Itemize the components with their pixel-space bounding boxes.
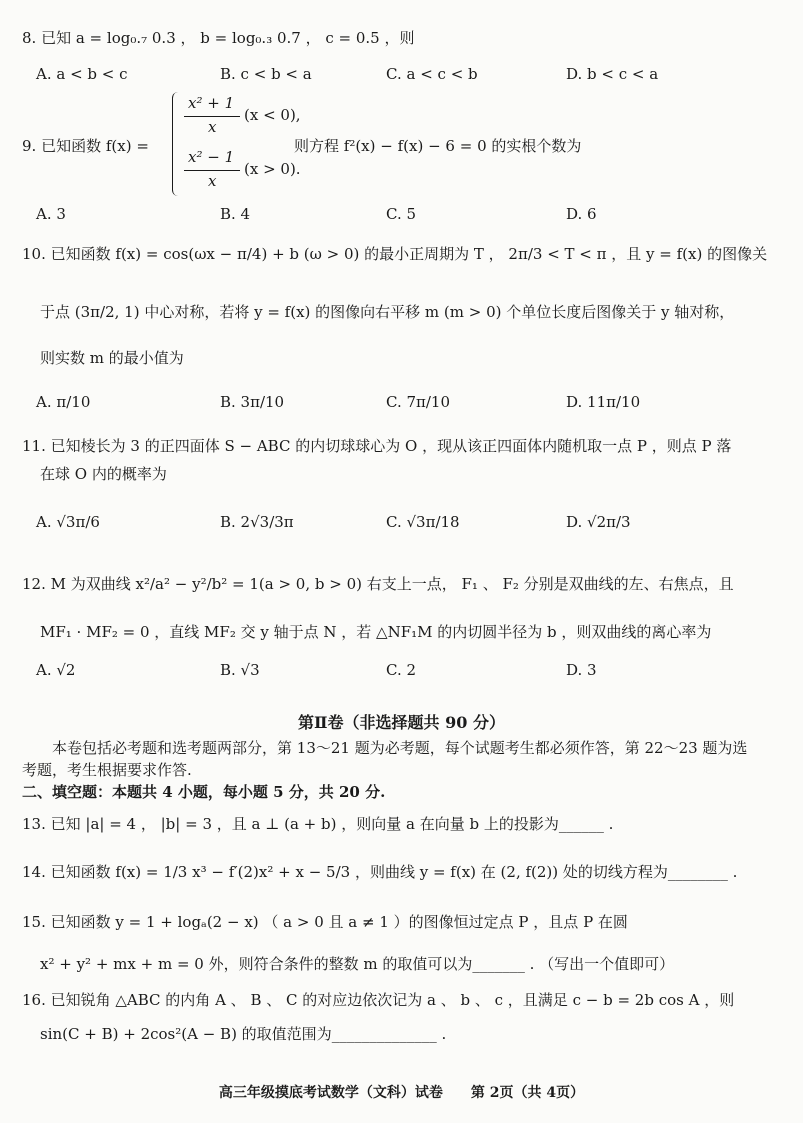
left-brace [172, 92, 181, 196]
q10-option-c: C. 7π/10 [386, 393, 451, 411]
q10-option-b: B. 3π/10 [220, 393, 285, 411]
q10-line3: 则实数 m 的最小值为 [40, 349, 184, 367]
q9-lead: 9. 已知函数 f(x) = [22, 137, 149, 155]
q10-line1: 10. 已知函数 f(x) = cos(ωx − π/4) + b (ω > 0) 的最小正周期为 T ， 2π/3 < T < π ，且 y = f(x) 的图像关 [22, 245, 768, 263]
fraction-bar [184, 170, 240, 171]
q8-option-d: D. b < c < a [566, 65, 659, 83]
q11-line2: 在球 O 内的概率为 [40, 465, 167, 483]
q9-option-b: B. 4 [220, 205, 251, 223]
q9-piece1-condition: (x < 0), [244, 106, 301, 124]
q16-line1: 16. 已知锐角 △ABC 的内角 A 、 B 、 C 的对应边依次记为 a 、 b 、 c ，且满足 c − b = 2b cos A ，则 [22, 991, 735, 1009]
q16-line2: sin(C + B) + 2cos²(A − B) 的取值范围为______________ . [40, 1025, 447, 1043]
q8-option-b: B. c < b < a [220, 65, 312, 83]
q13: 13. 已知 |a| = 4 ， |b| = 3 ，且 a ⊥ (a + b) ，则向量 a 在向量 b 上的投影为______ . [22, 815, 614, 833]
fill-in-heading: 二、填空题：本题共 4 小题，每小题 5 分，共 20 分. [22, 783, 386, 801]
q15-line1: 15. 已知函数 y = 1 + logₐ(2 − x) （ a > 0 且 a ≠ 1 ）的图像恒过定点 P ，且点 P 在圆 [22, 913, 628, 931]
q9-piece2-condition: (x > 0). [244, 160, 301, 178]
q11-option-c: C. √3π/18 [386, 513, 460, 531]
q9-piece1-denominator: x [208, 118, 217, 136]
q14: 14. 已知函数 f(x) = 1/3 x³ − f′(2)x² + x − 5/3 ，则曲线 y = f(x) 在 (2, f(2)) 处的切线方程为________ . [22, 863, 738, 881]
q9-option-c: C. 5 [386, 205, 417, 223]
q8-option-c: C. a < c < b [386, 65, 478, 83]
q9-tail: 则方程 f²(x) − f(x) − 6 = 0 的实根个数为 [294, 137, 582, 155]
q12-line2: MF₁ · MF₂ = 0 ，直线 MF₂ 交 y 轴于点 N ，若 △NF₁M 的内切圆半径为 b ，则双曲线的离心率为 [40, 623, 712, 641]
q11-line1: 11. 已知棱长为 3 的正四面体 S − ABC 的内切球球心为 O ，现从该正四面体内随机取一点 P ，则点 P 落 [22, 437, 732, 455]
q11-option-d: D. √2π/3 [566, 513, 631, 531]
q12-option-a: A. √2 [36, 661, 76, 679]
q11-option-a: A. √3π/6 [36, 513, 100, 531]
q15-line2: x² + y² + mx + m = 0 外，则符合条件的整数 m 的取值可以为_______ . （写出一个值即可） [40, 955, 675, 973]
fraction-bar [184, 116, 240, 117]
q8-option-a: A. a < b < c [36, 65, 128, 83]
q9-option-a: A. 3 [36, 205, 66, 223]
q10-option-d: D. 11π/10 [566, 393, 641, 411]
q9-piecewise-function [172, 92, 301, 202]
q11-option-b: B. 2√3/3π [220, 513, 294, 531]
part2-title: 第Ⅱ卷（非选择题共 90 分） [298, 713, 505, 732]
q12-option-d: D. 3 [566, 661, 597, 679]
q12-option-b: B. √3 [220, 661, 260, 679]
q10-line2: 于点 (3π/2, 1) 中心对称，若将 y = f(x) 的图像向右平移 m (m > 0) 个单位长度后图像关于 y 轴对称， [40, 303, 735, 321]
page-footer: 高三年级摸底考试数学（文科）试卷 第 2页（共 4页） [218, 1085, 585, 1101]
q9-piece1-numerator: x² + 1 [188, 94, 235, 112]
q12-option-c: C. 2 [386, 661, 417, 679]
q8-stem: 8. 已知 a = log₀.₇ 0.3 ， b = log₀.₃ 0.7 ， c = 0.5 ，则 [22, 29, 415, 47]
q12-line1: 12. M 为双曲线 x²/a² − y²/b² = 1(a > 0, b > 0) 右支上一点， F₁ 、 F₂ 分别是双曲线的左、右焦点，且 [22, 575, 734, 593]
q9-option-d: D. 6 [566, 205, 597, 223]
part2-intro-line2: 考题，考生根据要求作答. [22, 761, 192, 779]
q9-piece2-numerator: x² − 1 [188, 148, 235, 166]
part2-intro-line1: 本卷包括必考题和选考题两部分，第 13～21 题为必考题，每个试题考生都必须作答，第 22～23 题为选 [52, 739, 748, 757]
q9-piece2-denominator: x [208, 172, 217, 190]
q10-option-a: A. π/10 [36, 393, 91, 411]
